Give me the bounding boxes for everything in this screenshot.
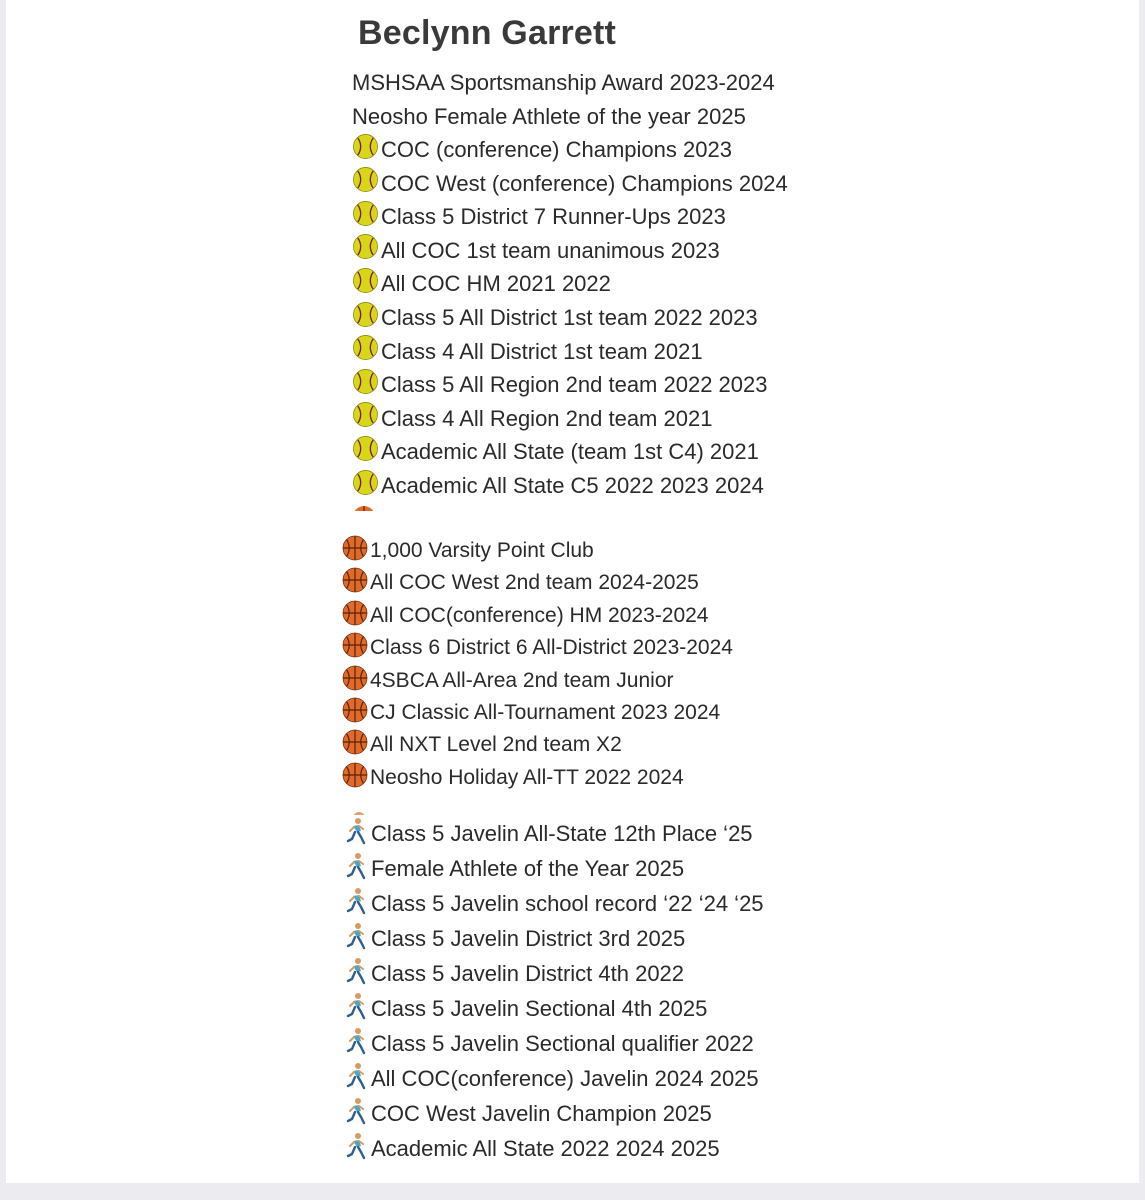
softball-icon xyxy=(352,202,381,233)
item-text: Academic All State C5 2022 2023 2024 xyxy=(381,473,764,498)
item-text: All COC(conference) HM 2023-2024 xyxy=(370,603,709,627)
item-text: COC West Javelin Champion 2025 xyxy=(371,1100,712,1126)
runner-icon xyxy=(344,887,371,921)
basketball-item xyxy=(342,632,733,664)
item-text: Female Athlete of the Year 2025 xyxy=(371,855,685,881)
item-text: All COC(conference) Javelin 2024 2025 xyxy=(371,1065,759,1091)
item-text: Class 5 Javelin District 3rd 2025 xyxy=(371,925,686,951)
softball-item xyxy=(352,469,764,503)
item-text: COC West (conference) Champions 2024 xyxy=(381,170,788,196)
basketball-icon xyxy=(342,567,370,599)
track-item xyxy=(344,921,685,956)
item-text: Class 5 Javelin All-State 12th Place ‘25 xyxy=(371,820,753,846)
item-text: CJ Classic All-Tournament 2023 2024 xyxy=(370,701,721,724)
softball-icon xyxy=(352,437,381,468)
item-text: All NXT Level 2nd team X2 xyxy=(370,733,622,757)
item-text: Class 5 All Region 2nd team 2022 2023 xyxy=(381,372,768,398)
runner-icon xyxy=(344,957,371,991)
basketball-item xyxy=(342,665,674,697)
track-item xyxy=(344,886,764,921)
item-text: Neosho Female Athlete of the year 2025 xyxy=(352,104,746,129)
track-item xyxy=(344,956,684,991)
runner-icon xyxy=(344,1027,371,1061)
runner-icon xyxy=(352,811,366,815)
award-line xyxy=(352,66,775,100)
track-item xyxy=(344,1131,720,1166)
item-text: Class 6 District 6 All-District 2023-2024 xyxy=(370,636,733,660)
item-text: All COC 1st team unanimous 2023 xyxy=(381,237,720,263)
basketball-item xyxy=(342,600,708,632)
runner-icon xyxy=(344,922,371,956)
item-text: Class 5 Javelin Sectional qualifier 2022 xyxy=(371,1030,754,1056)
basketball-icon xyxy=(342,729,370,761)
softball-item xyxy=(352,133,732,167)
basketball-icon xyxy=(352,505,376,511)
softball-icon xyxy=(352,471,381,502)
basketball-item xyxy=(342,762,684,794)
item-text: 4SBCA All-Area 2nd team Junior xyxy=(370,668,674,692)
basketball-item xyxy=(342,535,594,567)
basketball-icon xyxy=(342,697,370,729)
softball-item xyxy=(352,267,611,301)
basketball-icon xyxy=(342,600,370,632)
softball-icon xyxy=(352,135,381,166)
basketball-icon xyxy=(342,762,370,794)
item-text: Class 5 District 7 Runner-Ups 2023 xyxy=(381,204,726,230)
item-text: 1,000 Varsity Point Club xyxy=(370,539,594,562)
basketball-item xyxy=(342,729,622,761)
softball-icon xyxy=(352,403,381,434)
item-text: Class 5 Javelin school record ‘22 ‘24 ‘25 xyxy=(371,890,764,916)
basketball-item xyxy=(342,697,720,729)
softball-item xyxy=(352,402,712,436)
softball-icon xyxy=(352,336,381,367)
runner-icon xyxy=(344,1062,371,1096)
softball-icon xyxy=(352,269,381,300)
softball-item xyxy=(352,167,788,201)
track-item xyxy=(344,1026,754,1061)
basketball-item xyxy=(342,567,699,599)
item-text: Academic All State (team 1st C4) 2021 xyxy=(381,439,759,465)
item-text: Academic All State 2022 2024 2025 xyxy=(371,1135,720,1161)
runner-icon xyxy=(344,1097,371,1131)
athlete-name: Beclynn Garrett xyxy=(358,14,617,52)
runner-icon xyxy=(344,1132,371,1166)
item-text: MSHSAA Sportsmanship Award 2023-2024 xyxy=(352,70,775,95)
softball-item xyxy=(352,335,703,369)
item-text: Class 4 All Region 2nd team 2021 xyxy=(381,405,713,431)
basketball-icon xyxy=(342,665,370,697)
track-item xyxy=(344,1096,712,1131)
softball-item xyxy=(352,368,767,402)
softball-item xyxy=(352,301,758,335)
track-item xyxy=(344,1061,759,1096)
softball-icon xyxy=(352,235,381,266)
item-text: All COC West 2nd team 2024-2025 xyxy=(370,571,699,595)
basketball-icon xyxy=(342,535,370,567)
item-text: Class 5 Javelin District 4th 2022 xyxy=(371,960,685,986)
softball-item xyxy=(352,435,759,469)
runner-icon xyxy=(344,817,371,851)
item-text: Class 5 Javelin Sectional 4th 2025 xyxy=(371,995,708,1021)
track-item xyxy=(344,851,684,886)
item-text: Class 4 All District 1st team 2021 xyxy=(381,338,703,364)
item-text: Neosho Holiday All-TT 2022 2024 xyxy=(370,765,684,789)
softball-icon xyxy=(352,370,381,401)
runner-icon xyxy=(344,992,371,1026)
item-text: COC (conference) Champions 2023 xyxy=(381,137,732,162)
softball-icon xyxy=(352,168,381,199)
softball-item xyxy=(352,234,720,268)
softball-item xyxy=(352,200,726,234)
award-line xyxy=(352,100,746,134)
track-item xyxy=(344,816,753,851)
item-text: All COC HM 2021 2022 xyxy=(381,271,611,297)
track-item xyxy=(344,991,707,1026)
basketball-icon xyxy=(342,632,370,664)
softball-icon xyxy=(352,303,381,334)
runner-icon xyxy=(344,852,371,886)
item-text: Class 5 All District 1st team 2022 2023 xyxy=(381,305,758,330)
